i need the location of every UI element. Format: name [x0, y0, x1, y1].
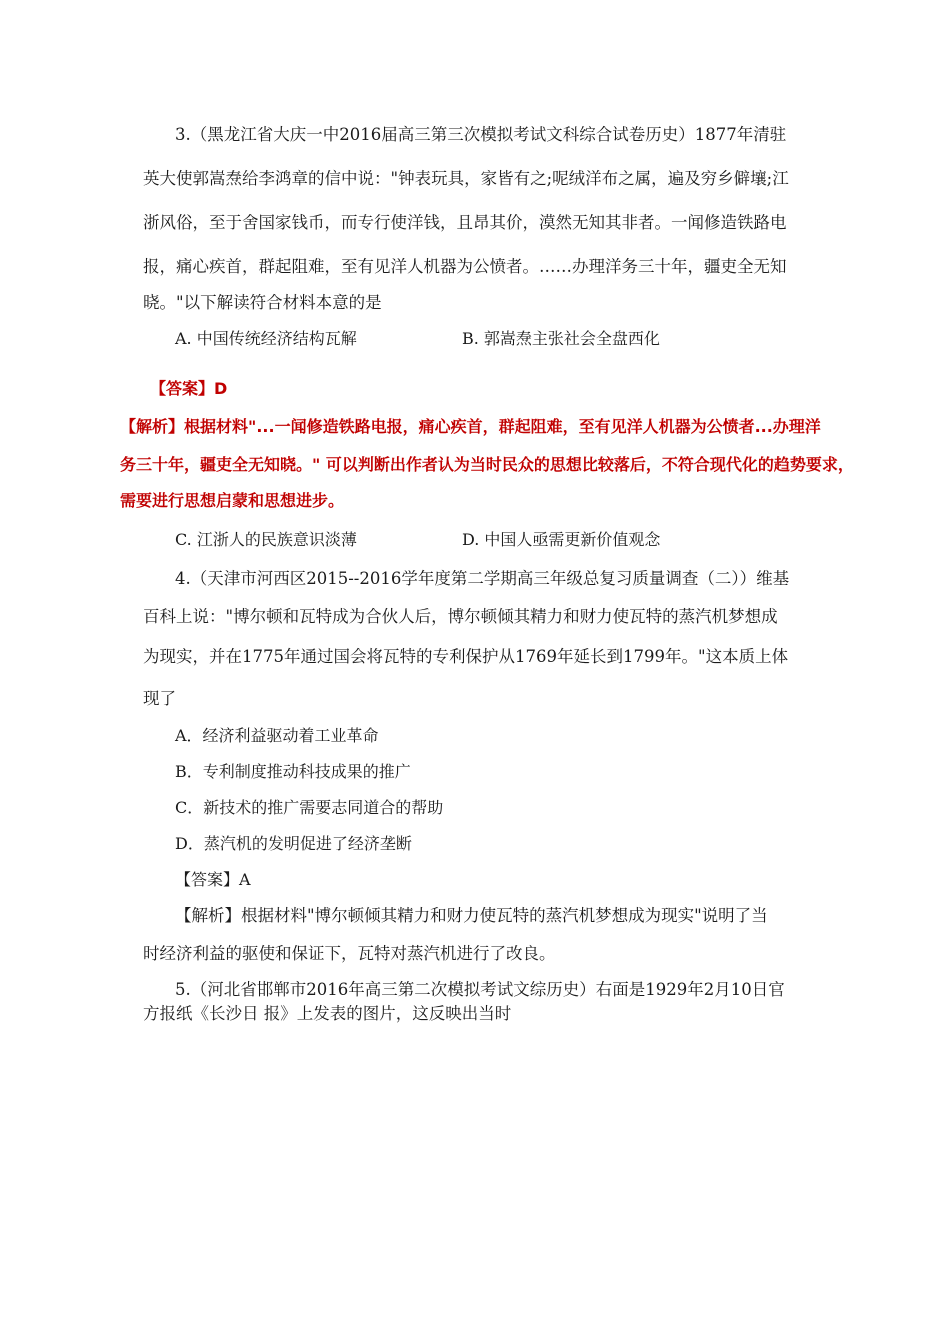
q4-stem-line-3: 为现实，并在1775年通过国会将瓦特的专利保护从1769年延长到1799年。"这本质上体	[143, 647, 789, 666]
q3-option-c: C. 江浙人的民族意识淡薄	[175, 530, 357, 549]
q4-analysis-line-1: 【解析】根据材料"博尔顿倾其精力和财力使瓦特的蒸汽机梦想成为现实"说明了当	[175, 906, 768, 925]
q3-option-a: A. 中国传统经济结构瓦解	[175, 329, 357, 348]
q4-option-a: A．经济利益驱动着工业革命	[175, 726, 379, 745]
q4-analysis-line-2: 时经济利益的驱使和保证下，瓦特对蒸汽机进行了改良。	[143, 944, 556, 963]
q3-analysis-line-1: 【解析】根据材料"...一闻修造铁路电报，痛心疾首，群起阻难，至有见洋人机器为公愤者...办理洋	[120, 417, 821, 436]
q3-option-d: D. 中国人亟需更新价值观念	[462, 530, 661, 549]
q3-stem-line-3: 浙风俗，至于舍国家钱币，而专行使洋钱，且昂其价，漠然无知其非者。一闻修造铁路电	[143, 213, 787, 232]
q3-option-b: B. 郭嵩焘主张社会全盘西化	[462, 329, 660, 348]
q4-stem-line-4: 现了	[143, 689, 176, 708]
q3-stem-line-2: 英大使郭嵩焘给李鸿章的信中说："钟表玩具，家皆有之;呢绒洋布之属，遍及穷乡僻壤;江	[143, 169, 789, 188]
q3-analysis-line-2: 务三十年，疆吏全无知晓。" 可以判断出作者认为当时民众的思想比较落后，不符合现代化的趋势要求，	[120, 455, 854, 474]
q4-stem-line-2: 百科上说："博尔顿和瓦特成为合伙人后，博尔顿倾其精力和财力使瓦特的蒸汽机梦想成	[143, 607, 778, 626]
q4-option-c: C．新技术的推广需要志同道合的帮助	[175, 798, 444, 817]
q4-option-d: D．蒸汽机的发明促进了经济垄断	[175, 834, 412, 853]
q5-stem-line-2: 方报纸《长沙日 报》上发表的图片，这反映出当时	[143, 1004, 512, 1023]
q3-answer: 【答案】D	[150, 379, 228, 398]
q3-stem-line-4: 报，痛心疾首，群起阻难，至有见洋人机器为公愤者。……办理洋务三十年，疆吏全无知	[143, 257, 787, 276]
q4-stem-line-1: 4.（天津市河西区2015--2016学年度第二学期高三年级总复习质量调查（二））维基	[175, 569, 790, 588]
q3-analysis-line-3: 需要进行思想启蒙和思想进步。	[120, 491, 345, 510]
q3-stem-line-1: 3.（黑龙江省大庆一中2016届高三第三次模拟考试文科综合试卷历史）1877年清驻	[175, 125, 787, 144]
q4-option-b: B．专利制度推动科技成果的推广	[175, 762, 411, 781]
q4-answer: 【答案】A	[175, 870, 251, 889]
q5-stem-line-1: 5.（河北省邯郸市2016年高三第二次模拟考试文综历史）右面是1929年2月10日官	[175, 980, 785, 999]
q3-stem-line-5: 晓。"以下解读符合材料本意的是	[143, 293, 382, 312]
